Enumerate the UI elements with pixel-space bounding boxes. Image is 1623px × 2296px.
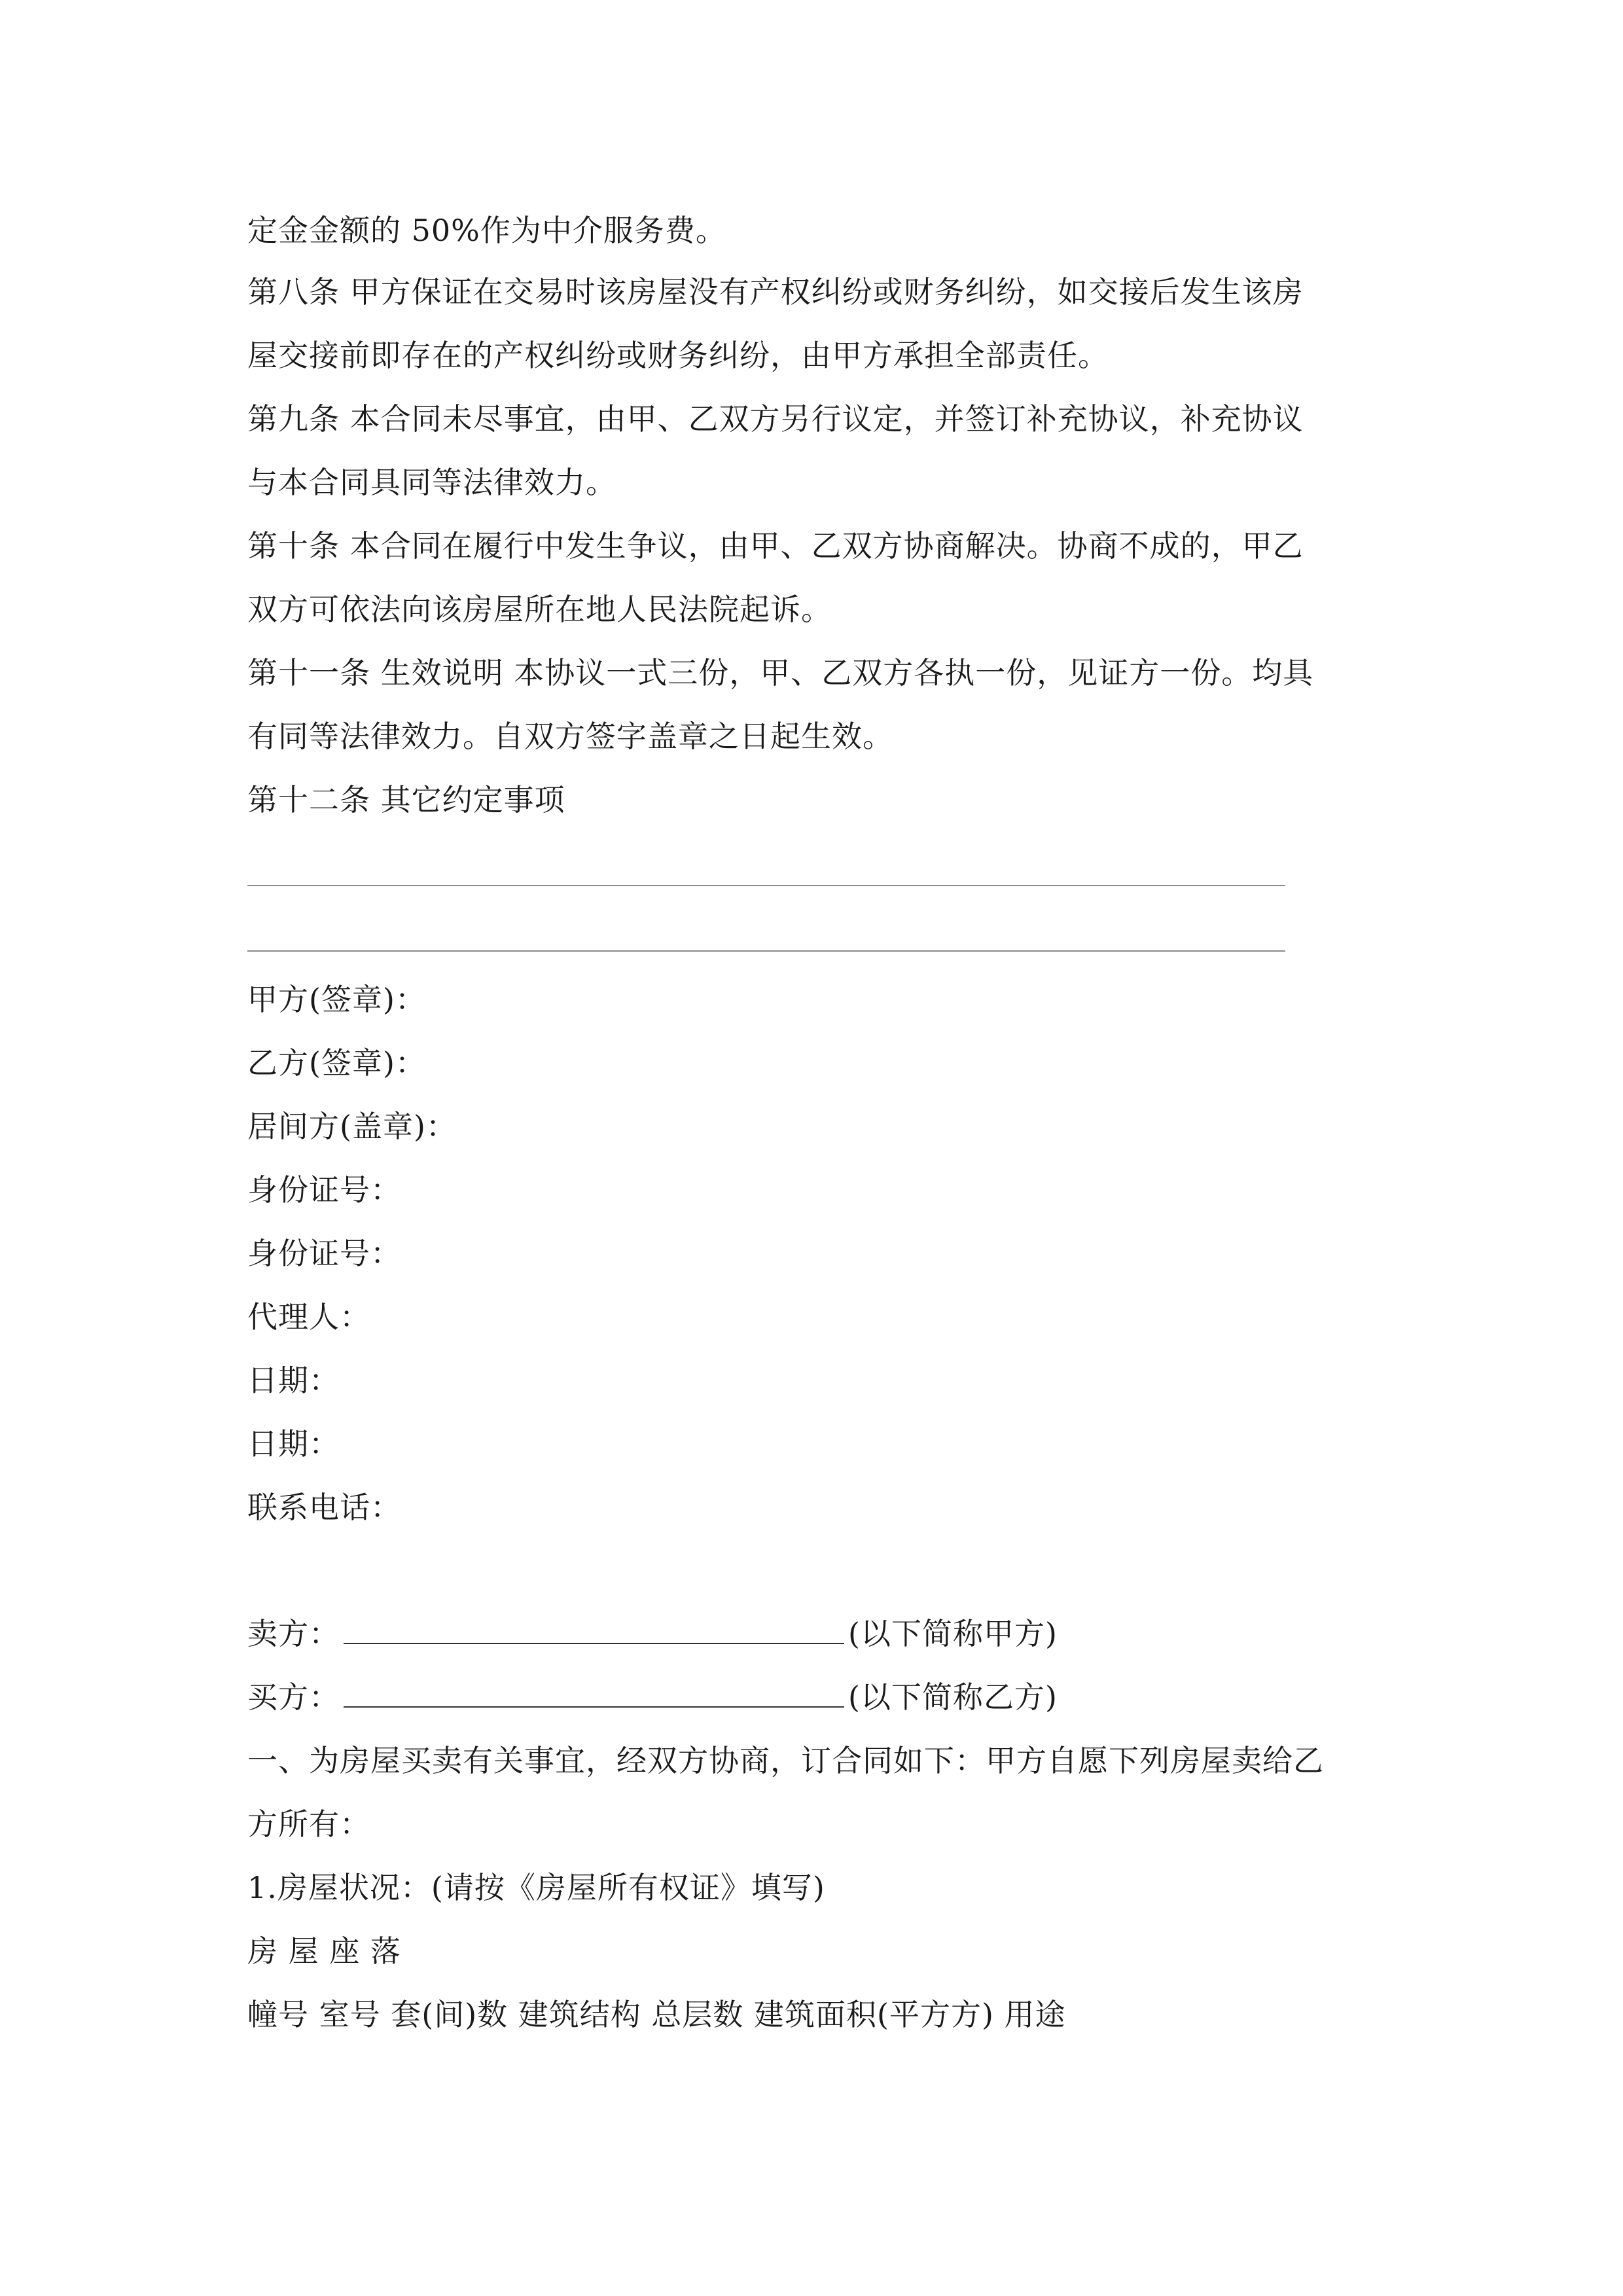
buyer-row (247, 1677, 1058, 1717)
other-terms-blank-line-2 (247, 950, 1285, 952)
clause-article-12: 第十二条 其它约定事项 (247, 782, 565, 817)
seller-name-blank[interactable] (344, 1614, 844, 1644)
clause-article-8-line-2: 屋交接前即存在的产权纠纷或财务纠纷，由甲方承担全部责任。 (247, 338, 1109, 373)
seller-row (247, 1614, 1058, 1653)
party-a-signature-label: 甲方(签章)： (247, 982, 426, 1017)
clause-article-10-line-1: 第十条 本合同在履行中发生争议，由甲、乙双方协商解决。协商不成的，甲乙 (247, 528, 1304, 564)
clause-article-8-line-1: 第八条 甲方保证在交易时该房屋没有产权纠纷或财务纠纷，如交接后发生该房 (247, 274, 1304, 310)
seller-label: 卖方： (247, 1616, 340, 1651)
house-table-columns: 幢号 室号 套(间)数 建筑结构 总层数 建筑面积(平方方) 用途 (247, 1997, 1066, 2032)
house-location-label: 房 屋 座 落 (247, 1933, 401, 1969)
party-b-signature-label: 乙方(签章)： (247, 1045, 426, 1081)
clause-article-11-line-1: 第十一条 生效说明 本协议一式三份，甲、乙双方各执一份，见证方一份。均具 (247, 655, 1314, 691)
seller-note: (以下简称甲方) (848, 1616, 1058, 1651)
date-label-1: 日期： (247, 1363, 340, 1398)
intermediary-seal-label: 居间方(盖章)： (247, 1109, 457, 1144)
phone-label: 联系电话： (247, 1490, 401, 1525)
clause-article-10-line-2: 双方可依法向该房屋所在地人民法院起诉。 (247, 592, 832, 627)
buyer-name-blank[interactable] (344, 1677, 844, 1708)
other-terms-blank-line-1 (247, 885, 1285, 886)
clause-article-9-line-2: 与本合同具同等法律效力。 (247, 465, 616, 500)
id-number-label-2: 身份证号： (247, 1236, 401, 1271)
agent-label: 代理人： (247, 1299, 370, 1335)
buyer-label: 买方： (247, 1679, 340, 1715)
house-status-item: 1.房屋状况：(请按《房屋所有权证》填写) (247, 1870, 825, 1905)
id-number-label-1: 身份证号： (247, 1172, 401, 1208)
clause-article-11-line-2: 有同等法律效力。自双方签字盖章之日起生效。 (247, 719, 893, 754)
contract-intro-line-1: 一、为房屋买卖有关事宜，经双方协商，订合同如下：甲方自愿下列房屋卖给乙 (247, 1743, 1324, 1778)
date-label-2: 日期： (247, 1426, 340, 1462)
buyer-note: (以下简称乙方) (848, 1679, 1058, 1715)
clause-article-9-line-1: 第九条 本合同未尽事宜，由甲、乙双方另行议定，并签订补充协议，补充协议 (247, 401, 1304, 437)
contract-intro-line-2: 方所有： (247, 1806, 370, 1842)
clause-deposit-tail: 定金金额的 50%作为中介服务费。 (247, 213, 726, 248)
